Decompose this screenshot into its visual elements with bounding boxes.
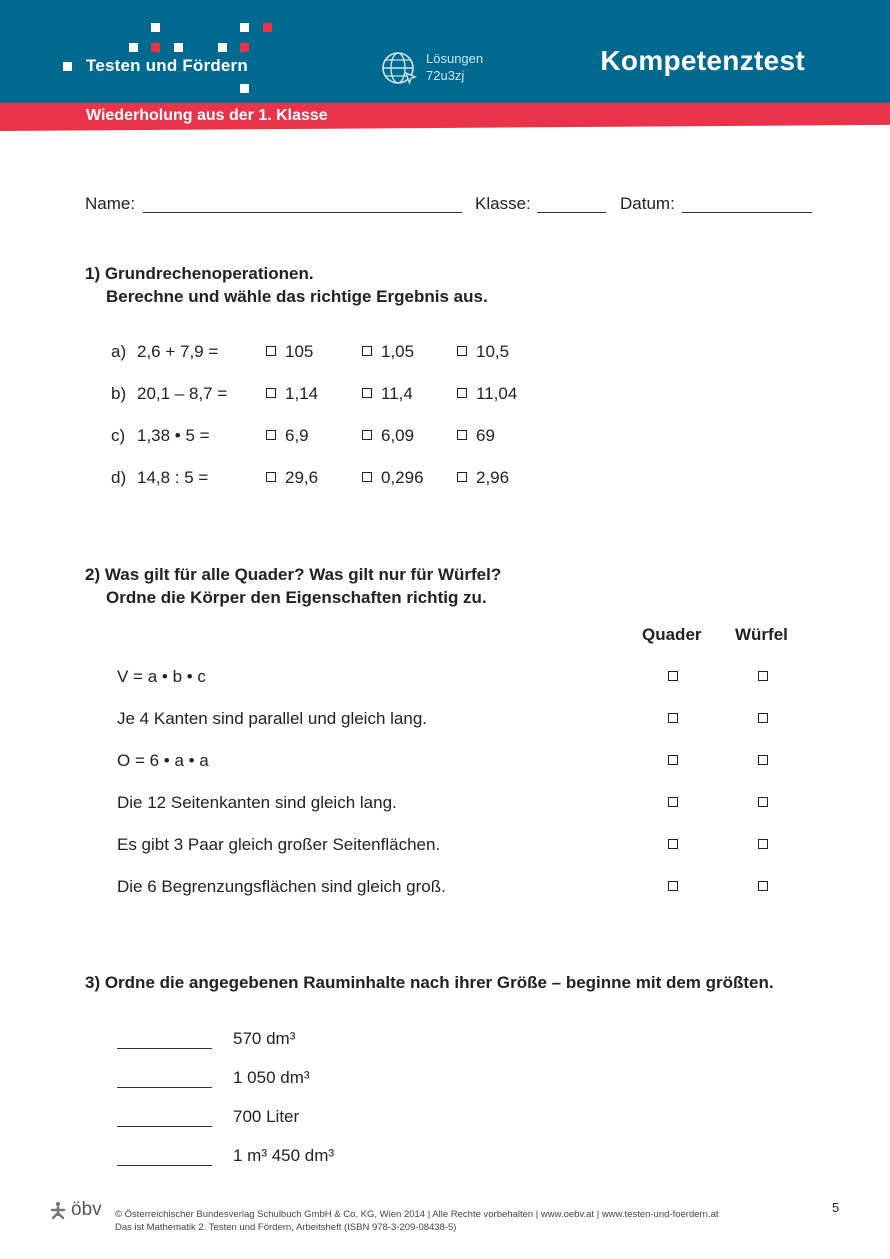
wuerfel-checkbox[interactable] [758,839,768,849]
task2-title: 2) Was gilt für alle Quader? Was gilt nur für Würfel? [85,565,502,584]
task1-expression: 1,38 • 5 = [137,426,210,445]
rank-answer-field[interactable] [117,1126,212,1127]
task1-option: 6,9 [285,426,309,445]
wuerfel-checkbox[interactable] [758,713,768,723]
brand-name: Testen und Fördern [86,56,248,75]
footer-source: Das ist Mathematik 2. Testen und Fördern, Arbeitsheft (ISBN 978-3-209-08438-5) [115,1222,457,1233]
wuerfel-checkbox[interactable] [758,755,768,765]
task1-expression: 14,8 : 5 = [137,468,209,487]
task1-option: 29,6 [285,468,319,487]
task1-option: 10,5 [476,342,510,361]
task2-statement: Die 6 Begrenzungsflächen sind gleich groß. [117,877,446,896]
task1-option: 2,96 [476,468,510,487]
task1-option-checkbox[interactable] [266,472,276,482]
task1-option: 11,4 [381,384,413,403]
task1-option: 6,09 [381,426,415,445]
volume-value: 700 Liter [233,1107,300,1126]
task2-statement: Es gibt 3 Paar gleich großer Seitenflächen. [117,835,441,854]
task1-letter: a) [111,342,127,361]
task1-option-checkbox[interactable] [362,430,372,440]
task1-option-checkbox[interactable] [457,346,467,356]
quader-checkbox[interactable] [668,755,678,765]
rank-answer-field[interactable] [117,1165,212,1166]
task1-letter: b) [111,384,127,403]
column-header-quader: Quader [642,625,702,644]
solutions-label[interactable]: Lösungen [426,51,484,66]
task1-option-checkbox[interactable] [266,430,276,440]
task2-statement: Je 4 Kanten sind parallel und gleich lang. [117,709,427,728]
task1-expression: 20,1 – 8,7 = [137,384,228,403]
task1-option: 0,296 [381,468,424,487]
quader-checkbox[interactable] [668,797,678,807]
class-field[interactable] [537,212,606,213]
volume-value: 1 050 dm³ [233,1068,310,1087]
task2-statement: O = 6 • a • a [117,751,209,770]
publisher-logo-text: öbv [71,1199,102,1220]
task1-option-checkbox[interactable] [457,388,467,398]
globe-link-icon[interactable] [381,50,418,87]
header-bar [0,0,890,104]
wuerfel-checkbox[interactable] [758,881,768,891]
page-title: Kompetenztest [600,45,805,76]
task2-statement: Die 12 Seitenkanten sind gleich lang. [117,793,397,812]
task1-letter: d) [111,468,127,487]
task1-option-checkbox[interactable] [266,346,276,356]
name-field[interactable] [143,212,462,213]
task1-option: 1,05 [381,342,415,361]
task1-option-checkbox[interactable] [362,388,372,398]
class-label: Klasse: [475,194,531,213]
date-label: Datum: [620,194,675,213]
footer-copyright: © Österreichischer Bundesverlag Schulbuch GmbH & Co. KG, Wien 2014 | Alle Rechte vorbehalten | www.oebv.at | www.testen-und-foerdern.at [115,1209,719,1220]
task1-option-checkbox[interactable] [362,472,372,482]
task1-option-checkbox[interactable] [266,388,276,398]
rank-answer-field[interactable] [117,1048,212,1049]
task1-option-checkbox[interactable] [457,430,467,440]
task1-option: 105 [285,342,314,361]
brand-bullet [63,62,72,71]
rank-answer-field[interactable] [117,1087,212,1088]
column-header-wuerfel: Würfel [735,625,788,644]
volume-value: 570 dm³ [233,1029,296,1048]
task1-expression: 2,6 + 7,9 = [137,342,219,361]
subtitle: Wiederholung aus der 1. Klasse [86,107,328,124]
task1-option: 11,04 [476,384,518,403]
date-field[interactable] [682,212,812,213]
task2-statement: V = a • b • c [117,667,206,686]
task2-instruction: Ordne die Körper den Eigenschaften richtig zu. [106,588,487,607]
publisher-logo-icon [49,1201,69,1223]
quader-checkbox[interactable] [668,839,678,849]
wuerfel-checkbox[interactable] [758,671,768,681]
page-number: 5 [832,1200,840,1215]
task1-option: 69 [476,426,495,445]
task1-title: 1) Grundrechenoperationen. [85,264,314,283]
task1-letter: c) [111,426,126,445]
quader-checkbox[interactable] [668,671,678,681]
solutions-code[interactable]: 72u3zj [426,68,465,83]
wuerfel-checkbox[interactable] [758,797,768,807]
task3-title: 3) Ordne die angegebenen Rauminhalte nach ihrer Größe – beginne mit dem größten. [85,973,774,992]
task1-instruction: Berechne und wähle das richtige Ergebnis aus. [106,287,488,306]
volume-value: 1 m³ 450 dm³ [233,1146,335,1165]
task1-option: 1,14 [285,384,319,403]
name-label: Name: [85,194,136,213]
quader-checkbox[interactable] [668,713,678,723]
task1-option-checkbox[interactable] [362,346,372,356]
quader-checkbox[interactable] [668,881,678,891]
task1-option-checkbox[interactable] [457,472,467,482]
